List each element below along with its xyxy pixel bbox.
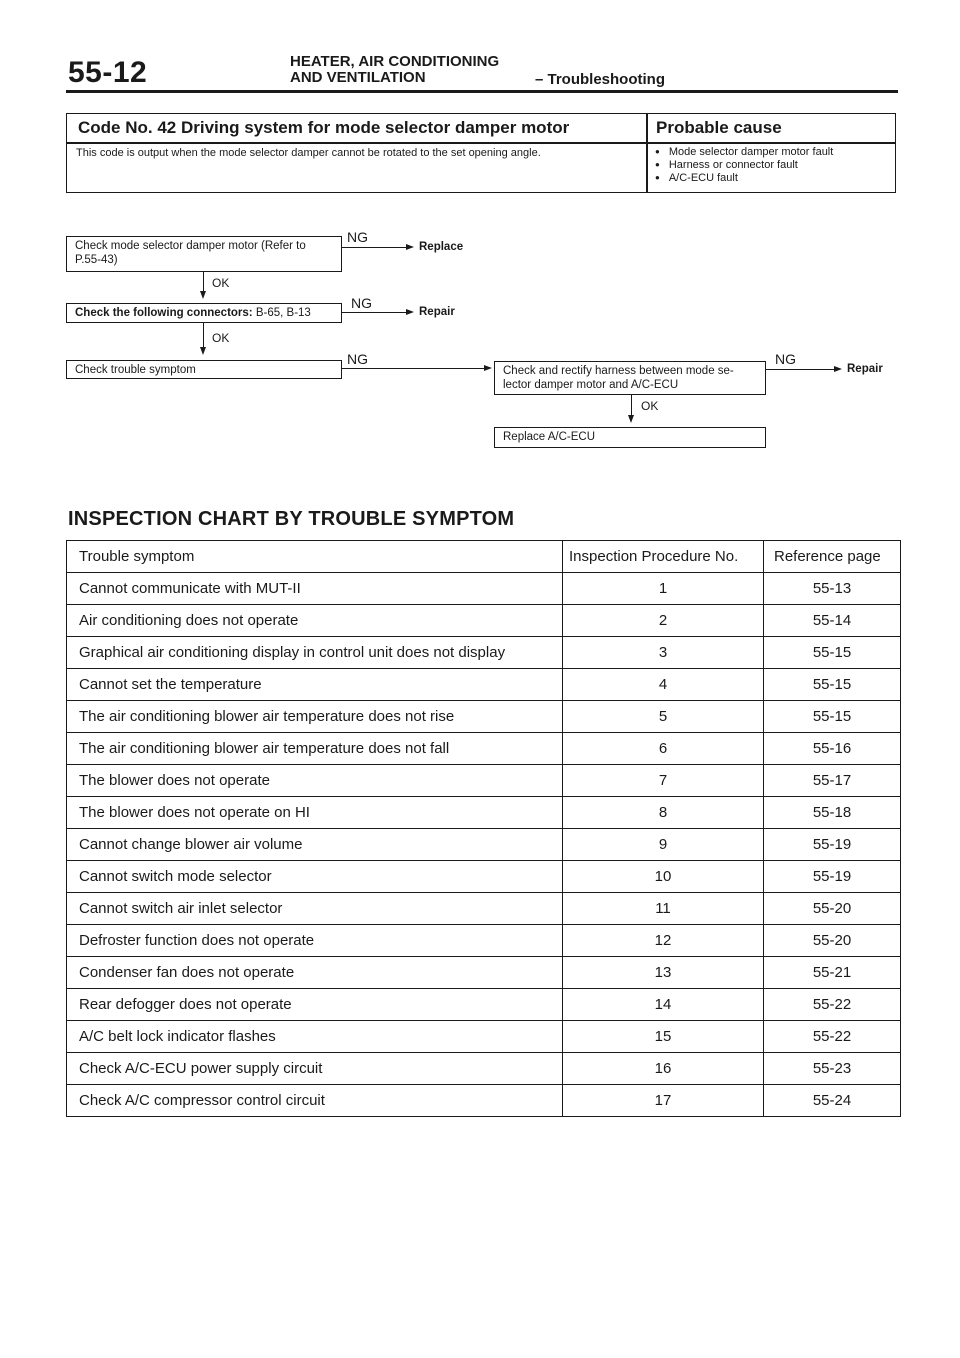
table-row: The air conditioning blower air temperature does not rise 5 55-15 [67, 701, 901, 733]
probable-cause-title: Probable cause [656, 118, 782, 137]
ok-label: OK [641, 399, 659, 413]
ng-label: NG [347, 229, 368, 245]
flow-step-replace-ecu: Replace A/C-ECU [494, 427, 766, 448]
table-row: Rear defogger does not operate 14 55-22 [67, 989, 901, 1021]
code-title: Code No. 42 Driving system for mode selector damper motor [78, 118, 570, 137]
table-row: Condenser fan does not operate 13 55-21 [67, 957, 901, 989]
column-header-symptom: Trouble symptom [67, 541, 563, 573]
section-title-line2: AND VENTILATION [290, 69, 426, 86]
table-row: Check A/C compressor control circuit 17 55-24 [67, 1085, 901, 1117]
ng-label: NG [347, 351, 368, 367]
flow-step-check-harness: Check and rectify harness between mode se- lector damper motor and A/C-ECU [494, 361, 766, 395]
cause-item: ● Harness or connector fault [655, 159, 833, 172]
action-replace: Replace [419, 241, 464, 253]
ng-label: NG [351, 295, 372, 311]
table-row: Cannot communicate with MUT-II 1 55-13 [67, 573, 901, 605]
flow-step-check-damper-motor: Check mode selector damper motor (Refer to P.55-43) [66, 236, 342, 272]
flow-line [342, 247, 408, 248]
section-title [290, 54, 499, 86]
table-row: A/C belt lock indicator flashes 15 55-22 [67, 1021, 901, 1053]
cause-item: ● A/C-ECU fault [655, 172, 833, 185]
inspection-chart-title: INSPECTION CHART BY TROUBLE SYMPTOM [68, 508, 515, 530]
code-description: This code is output when the mode selector damper cannot be rotated to the set opening angle. [76, 147, 541, 159]
table-row: Air conditioning does not operate 2 55-14 [67, 605, 901, 637]
flow-arrow-right [406, 309, 414, 315]
flow-arrow-right [834, 366, 842, 372]
table-header-row [67, 541, 901, 573]
page-number: 55-12 [68, 56, 148, 89]
flow-line [766, 369, 836, 370]
flow-line [342, 368, 486, 369]
table-row: Defroster function does not operate 12 55-20 [67, 925, 901, 957]
inspection-chart-table [66, 540, 901, 1117]
table-row: The blower does not operate on HI 8 55-18 [67, 797, 901, 829]
table-row: The blower does not operate 7 55-17 [67, 765, 901, 797]
flow-line [631, 395, 632, 417]
column-header-procedure: Inspection Procedure No. [563, 541, 764, 573]
section-title-line1: HEATER, AIR CONDITIONING [290, 53, 500, 70]
table-row: Cannot change blower air volume 9 55-19 [67, 829, 901, 861]
ok-label: OK [212, 331, 230, 345]
ok-label: OK [212, 276, 230, 290]
flow-arrow-right [484, 365, 492, 371]
table-row: Graphical air conditioning display in control unit does not display 3 55-15 [67, 637, 901, 669]
table-row: The air conditioning blower air temperature does not fall 6 55-16 [67, 733, 901, 765]
flow-step-check-connectors: Check the following connectors: B-65, B-13 [66, 303, 342, 323]
action-repair: Repair [419, 306, 455, 318]
table-row: Cannot set the temperature 4 55-15 [67, 669, 901, 701]
cause-item: ● Mode selector damper motor fault [655, 146, 833, 159]
flow-arrow-down [200, 291, 206, 299]
column-header-reference: Reference page [764, 541, 901, 573]
probable-cause-list [655, 146, 833, 185]
action-repair: Repair [847, 363, 883, 375]
ng-label: NG [775, 351, 796, 367]
flow-line [342, 312, 408, 313]
flow-step-check-trouble-symptom: Check trouble symptom [66, 360, 342, 379]
table-row: Cannot switch mode selector 10 55-19 [67, 861, 901, 893]
flow-arrow-down [628, 415, 634, 423]
code-box-divider [646, 113, 648, 193]
flow-arrow-down [200, 347, 206, 355]
code-box-header-rule [66, 142, 896, 144]
flow-line [203, 272, 204, 292]
subsection-title: – Troubleshooting [535, 71, 665, 88]
header-rule [66, 90, 898, 93]
table-row: Check A/C-ECU power supply circuit 16 55-23 [67, 1053, 901, 1085]
flow-arrow-right [406, 244, 414, 250]
table-row: Cannot switch air inlet selector 11 55-20 [67, 893, 901, 925]
flow-line [203, 323, 204, 349]
